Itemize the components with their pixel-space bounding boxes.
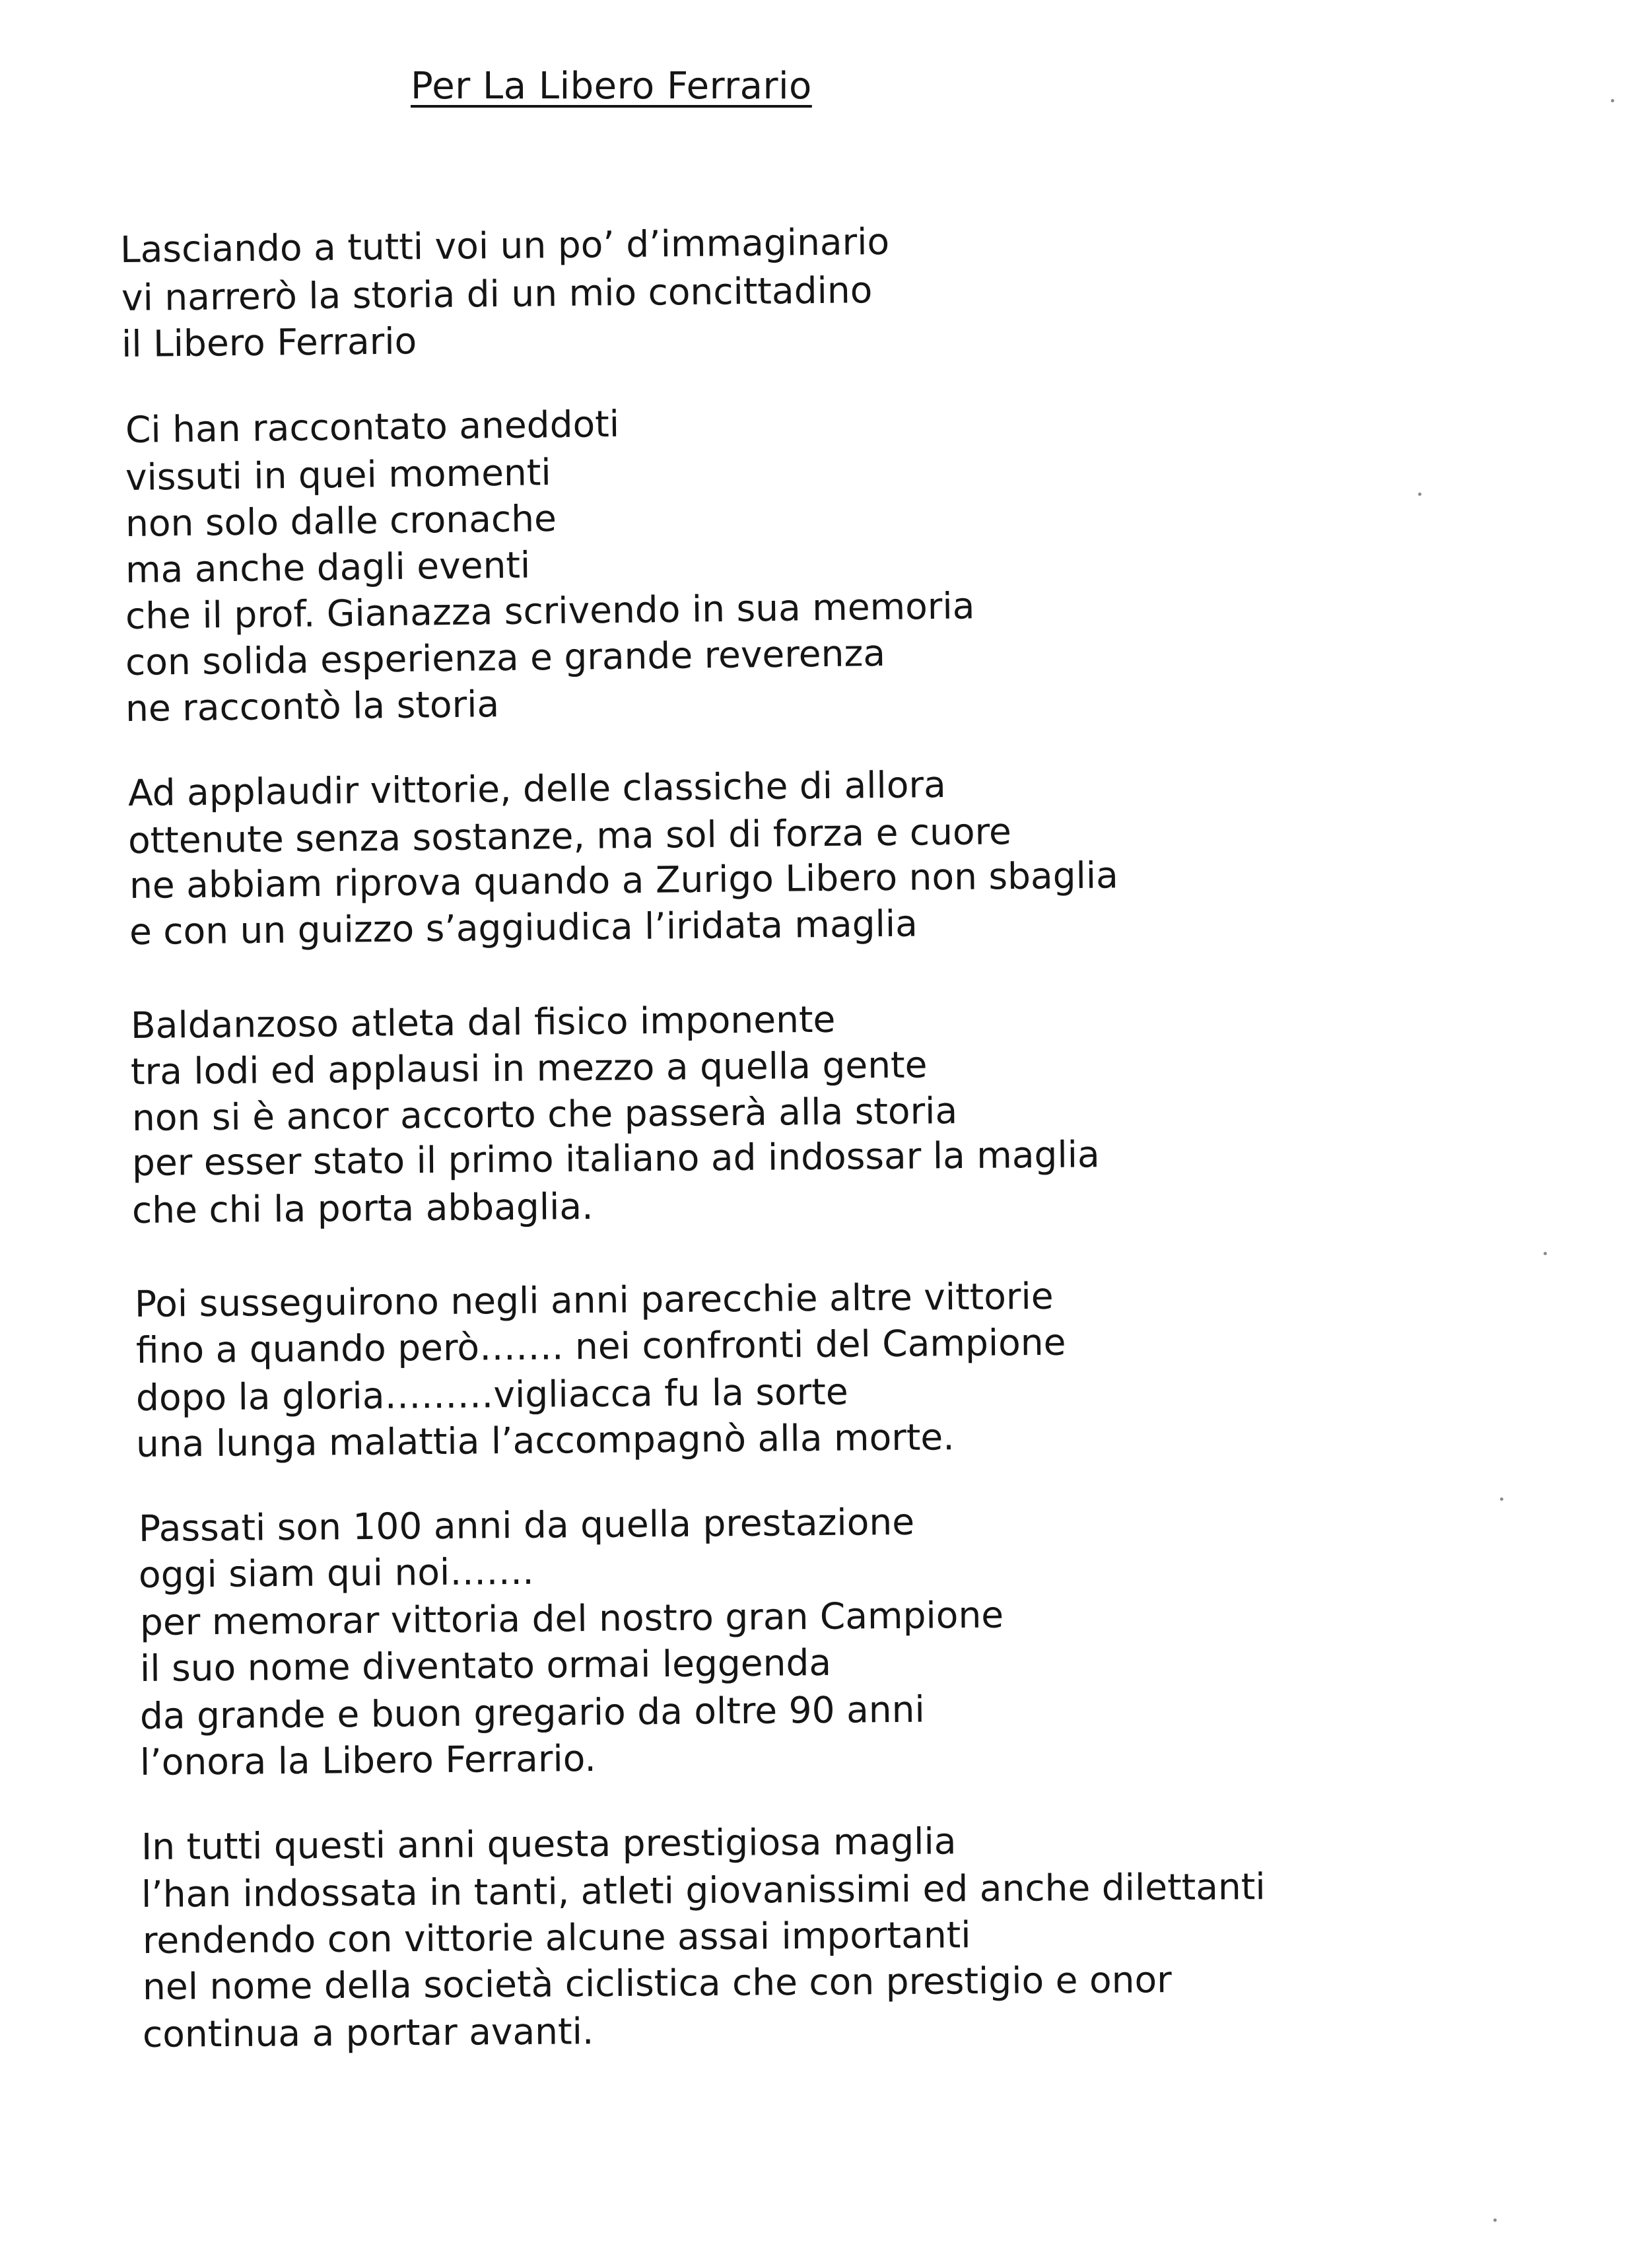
poem-line: il Libero Ferrario — [121, 320, 417, 365]
poem-line: Passati son 100 anni da quella prestazione — [138, 1500, 915, 1550]
poem-line: da grande e buon gregario da oltre 90 anni — [139, 1688, 926, 1737]
scan-speck — [1418, 493, 1421, 496]
poem-line: nel nome della società ciclistica che con prestigio e onor — [142, 1958, 1172, 2008]
poem-line: Baldanzoso atleta dal fisico imponente — [130, 998, 836, 1047]
scan-speck — [1544, 1252, 1547, 1255]
poem-line: tra lodi ed applausi in mezzo a quella gente — [130, 1043, 928, 1093]
scan-speck — [1500, 1497, 1503, 1501]
poem-line: l’onora la Libero Ferrario. — [139, 1736, 597, 1783]
poem-line: che chi la porta abbaglia. — [131, 1185, 594, 1231]
poem-line: per esser stato il primo italiano ad indossar la maglia — [131, 1133, 1100, 1184]
poem-line: non solo dalle cronache — [125, 497, 557, 545]
poem-line: Lasciando a tutti voi un po’ d’immaginario — [119, 220, 890, 271]
poem-line: una lunga malattia l’accompagnò alla morte. — [135, 1416, 955, 1465]
poem-line: ne raccontò la storia — [125, 683, 500, 730]
poem-line: l’han indossata in tanti, atleti giovanissimi ed anche dilettanti — [141, 1865, 1266, 1915]
scan-speck — [1611, 99, 1614, 102]
poem-line: e con un guizzo s’aggiudica l’iridata maglia — [129, 902, 918, 953]
poem-line: vissuti in quei momenti — [125, 451, 552, 498]
poem-line: oggi siam qui noi……. — [138, 1550, 535, 1596]
poem-line: per memorar vittoria del nostro gran Campione — [139, 1593, 1004, 1643]
poem-line: dopo la gloria………vigliacca fu la sorte — [135, 1370, 848, 1419]
poem-line: Ci han raccontato aneddoti — [125, 402, 620, 451]
poem-line: non si è ancor accorto che passerà alla storia — [131, 1089, 958, 1139]
poem-line: fino a quando però……. nei confronti del Campione — [135, 1321, 1066, 1371]
poem-line: Ad applaudir vittorie, delle classiche di allora — [127, 763, 947, 814]
poem-line: il suo nome diventato ormai leggenda — [139, 1641, 832, 1690]
poem-line: con solida esperienza e grande reverenza — [125, 631, 886, 683]
poem-line: ne abbiam riprova quando a Zurigo Libero non sbaglia — [129, 854, 1119, 907]
poem-line: ottenute senza sostanze, ma sol di forza e cuore — [127, 809, 1012, 862]
poem-line: vi narrerò la storia di un mio concittadino — [121, 269, 873, 319]
poem-line: che il prof. Gianazza scrivendo in sua memoria — [125, 584, 975, 637]
scan-speck — [1493, 2218, 1497, 2222]
poem-line: Poi susseguirono negli anni parecchie altre vittorie — [134, 1274, 1054, 1325]
poem-line: continua a portar avanti. — [142, 2010, 594, 2055]
poem-line: ma anche dagli eventi — [125, 543, 531, 591]
poem-title: Per La Libero Ferrario — [411, 65, 812, 108]
poem-line: rendendo con vittorie alcune assai importanti — [142, 1913, 971, 1962]
poem-line: In tutti questi anni questa prestigiosa maglia — [141, 1820, 957, 1868]
